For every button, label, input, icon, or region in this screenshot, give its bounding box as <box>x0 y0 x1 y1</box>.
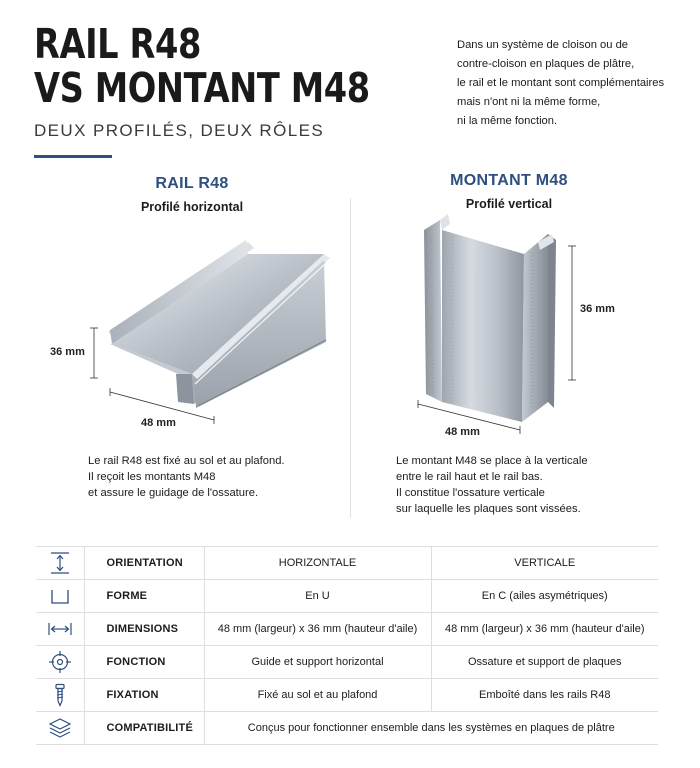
horizontal-arrows-icon <box>47 617 73 641</box>
u-shape-icon <box>47 584 73 608</box>
montant-name: MONTANT M48 <box>450 172 568 189</box>
rail-fixation-value: Fixé au sol et au plafond <box>204 679 431 712</box>
intro-line: mais n'ont ni la même forme, <box>457 96 601 108</box>
montant-profile: Profilé vertical <box>465 197 553 211</box>
row-label-fonction: FONCTION <box>84 646 204 679</box>
table-icon-cell <box>36 613 84 646</box>
rail-dimensions-value: 48 mm (largeur) x 36 mm (hauteur d'aile) <box>204 613 431 646</box>
montant-fonction-value: Ossature et support de plaques <box>431 646 658 679</box>
table-row <box>36 547 658 580</box>
intro-line: le rail et le montant sont complémentaires <box>457 77 665 89</box>
rail-width-label: 48 mm <box>141 417 176 429</box>
intro-line: contre-cloison en plaques de plâtre, <box>457 58 635 70</box>
column-divider <box>350 198 351 518</box>
rail-orientation-value: HORIZONTALE <box>204 547 431 580</box>
row-label-dimensions: DIMENSIONS <box>84 613 204 646</box>
rail-description-line: et assure le guidage de l'ossature. <box>88 487 259 499</box>
rail-r48-illustration <box>80 232 340 432</box>
table-icon-cell <box>36 712 84 745</box>
intro-text <box>457 36 692 131</box>
layers-icon <box>47 716 73 740</box>
montant-height-label: 36 mm <box>580 303 615 315</box>
page-subtitle: DEUX PROFILÉS, DEUX RÔLES <box>34 121 325 140</box>
crosshair-icon <box>47 650 73 674</box>
table-row <box>36 712 658 745</box>
table-row <box>36 679 658 712</box>
row-label-forme: FORME <box>84 580 204 613</box>
rail-description-line: Le rail R48 est fixé au sol et au plafond. <box>88 455 285 467</box>
montant-width-label: 48 mm <box>445 426 480 438</box>
title-line-2: VS MONTANT M48 <box>34 64 370 112</box>
montant-description <box>396 453 588 517</box>
table-row <box>36 646 658 679</box>
montant-description-line: sur laquelle les plaques sont vissées. <box>396 503 581 515</box>
intro-line: ni la même fonction. <box>457 115 558 127</box>
table-icon-cell <box>36 679 84 712</box>
row-label-fixation: FIXATION <box>84 679 204 712</box>
intro-line: Dans un système de cloison ou de <box>457 39 629 51</box>
montant-orientation-value: VERTICALE <box>431 547 658 580</box>
title-line-1: RAIL R48 <box>34 20 201 68</box>
table-row <box>36 580 658 613</box>
rail-profile: Profilé horizontal <box>140 200 244 214</box>
rail-height-label: 36 mm <box>50 346 85 358</box>
montant-heading <box>389 172 629 211</box>
rail-heading <box>72 175 312 214</box>
montant-description-line: Il constitue l'ossature verticale <box>396 487 545 499</box>
table-icon-cell <box>36 646 84 679</box>
montant-m48-illustration <box>406 212 586 437</box>
table-row <box>36 613 658 646</box>
rail-name: RAIL R48 <box>155 175 229 192</box>
comparison-table <box>36 546 658 745</box>
page-title <box>34 22 370 110</box>
montant-description-line: entre le rail haut et le rail bas. <box>396 471 543 483</box>
vertical-arrows-icon <box>47 551 73 575</box>
table-icon-cell <box>36 580 84 613</box>
montant-dimensions-value: 48 mm (largeur) x 36 mm (hauteur d'aile) <box>431 613 658 646</box>
row-label-compatibilite: COMPATIBILITÉ <box>84 712 204 745</box>
montant-forme-value: En C (ailes asymétriques) <box>431 580 658 613</box>
rail-description-line: Il reçoit les montants M48 <box>88 471 216 483</box>
title-underline <box>34 155 112 158</box>
montant-description-line: Le montant M48 se place à la verticale <box>396 455 588 467</box>
table-icon-cell <box>36 547 84 580</box>
rail-fonction-value: Guide et support horizontal <box>204 646 431 679</box>
compatibilite-value: Conçus pour fonctionner ensemble dans les systèmes en plaques de plâtre <box>204 712 658 745</box>
row-label-orientation: ORIENTATION <box>84 547 204 580</box>
screw-icon <box>47 683 73 707</box>
rail-description <box>88 453 285 501</box>
rail-forme-value: En U <box>204 580 431 613</box>
montant-fixation-value: Emboîté dans les rails R48 <box>431 679 658 712</box>
